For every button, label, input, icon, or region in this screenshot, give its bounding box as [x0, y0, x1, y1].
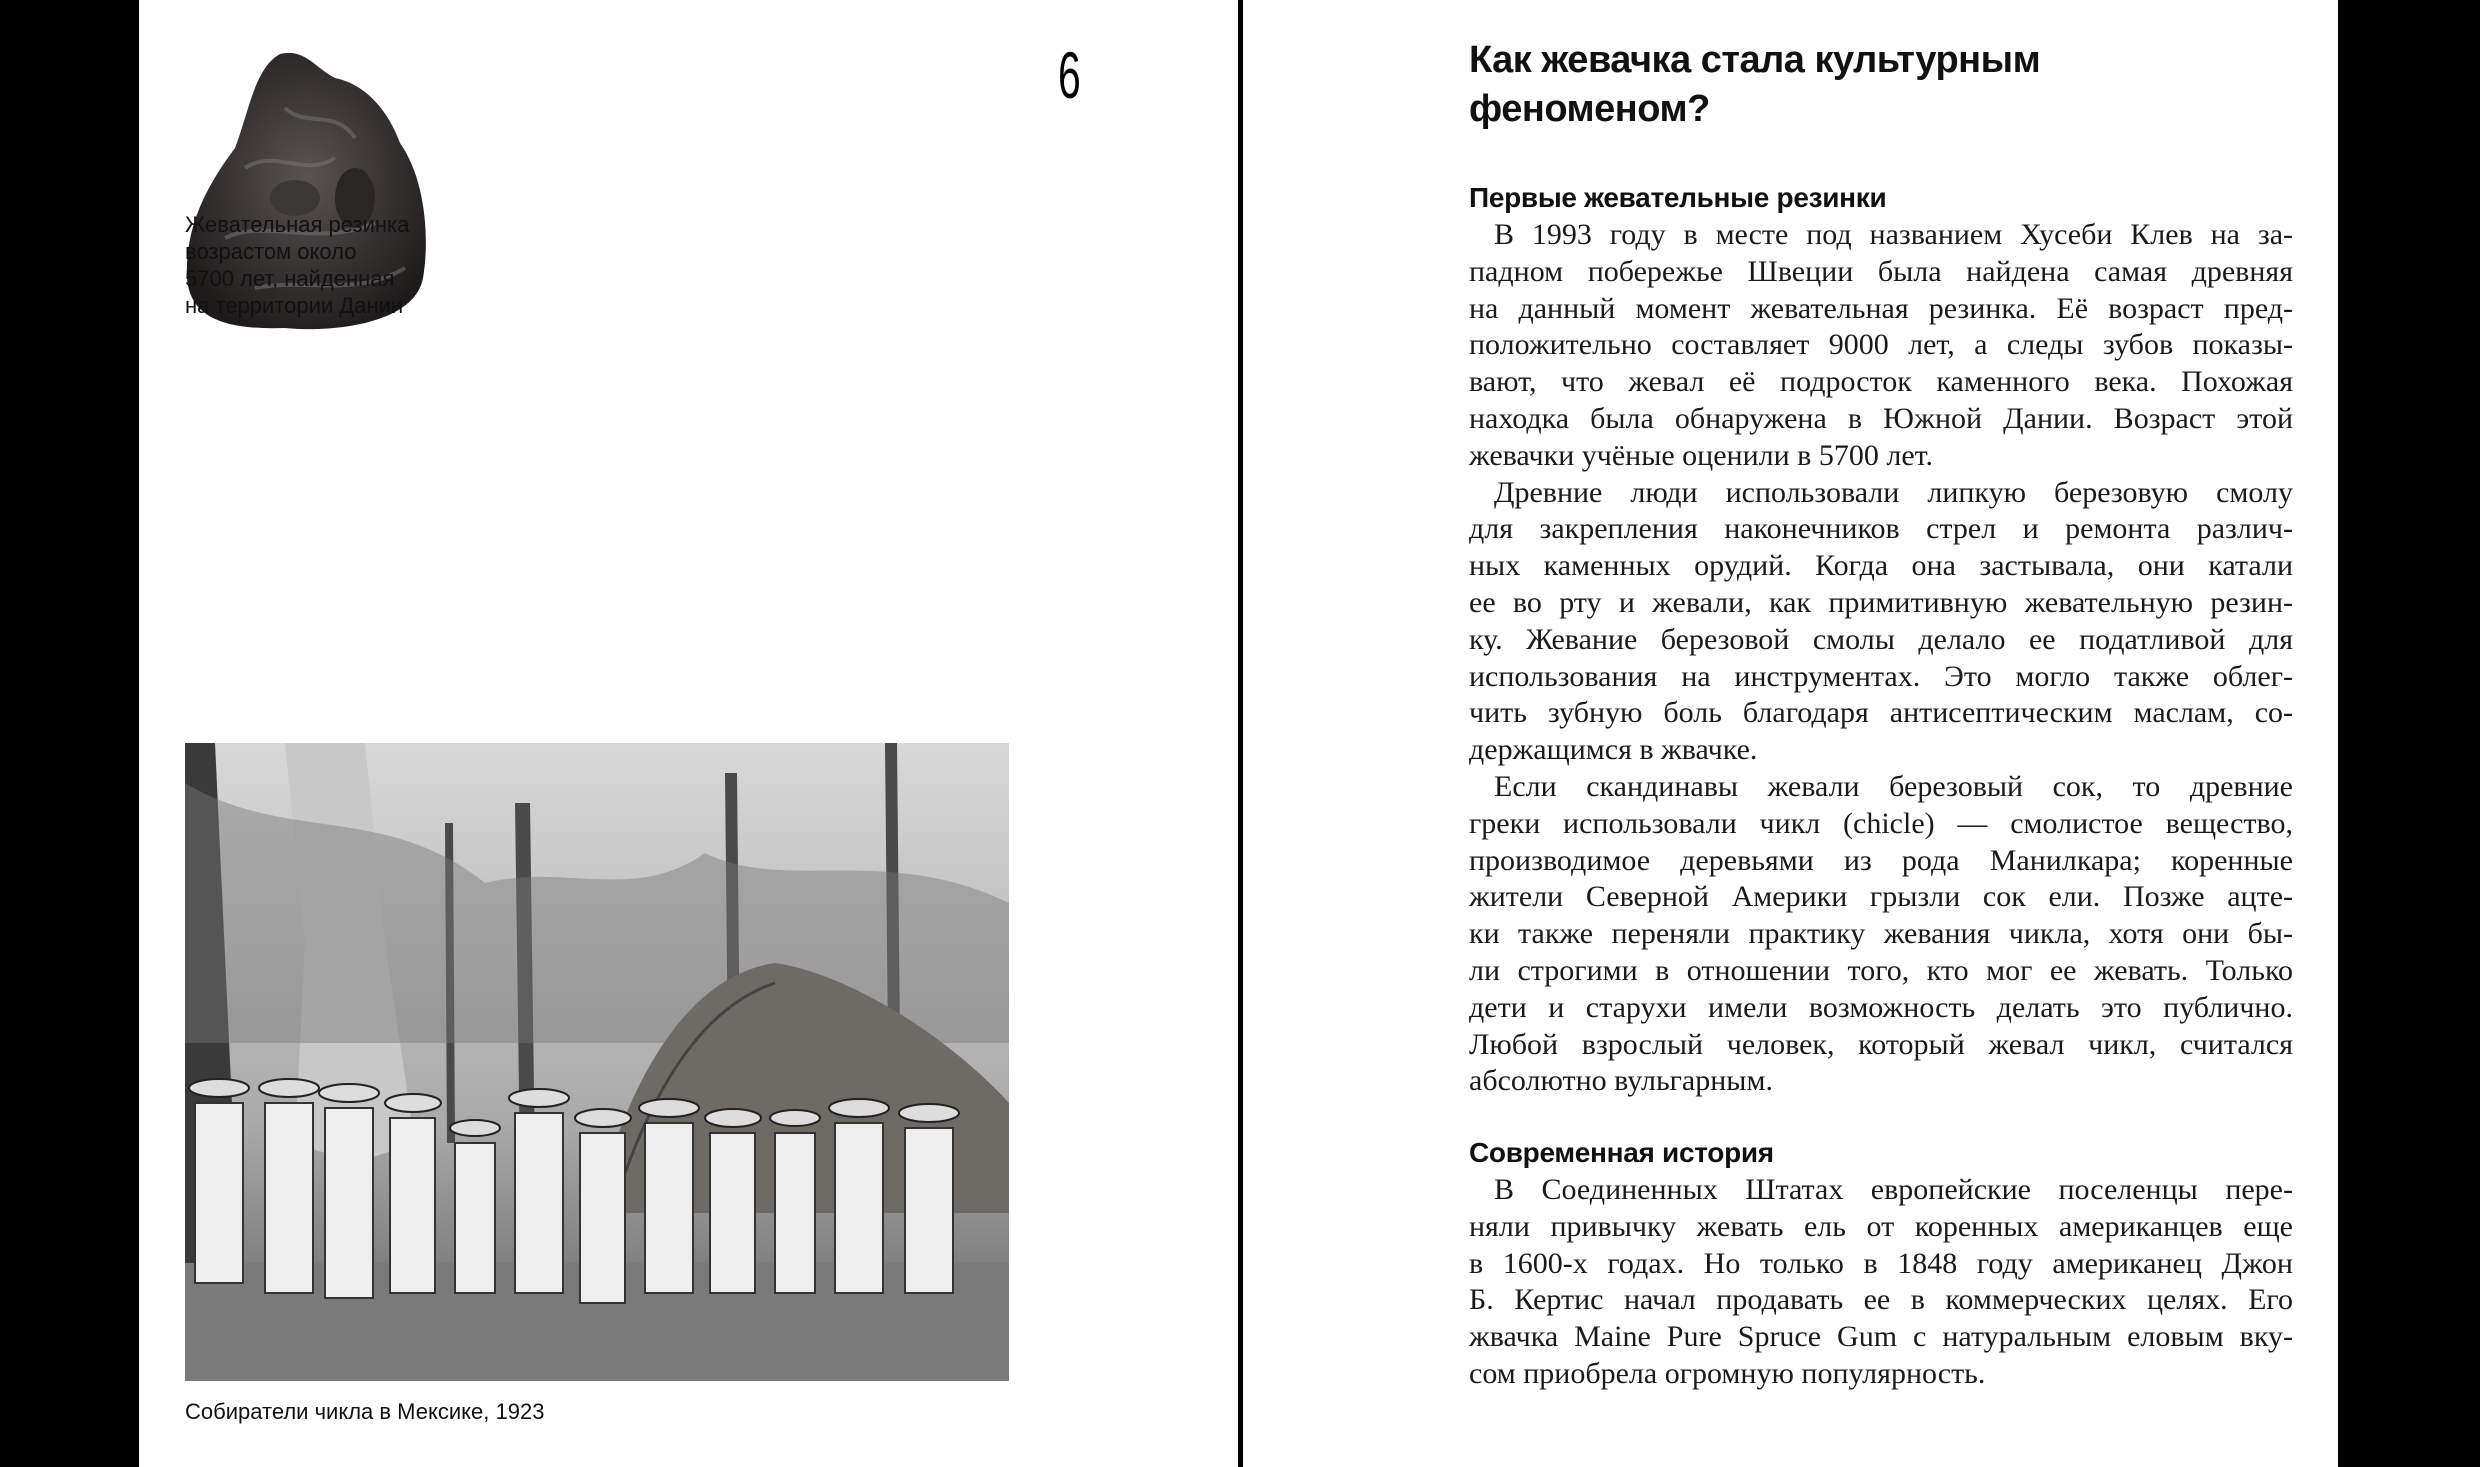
paragraph-line: ее во рту и жевали, как примитивную жевательную резин- [1469, 586, 2293, 619]
paragraph-line: дети и старухи имели возможность делать это публично. [1469, 990, 2293, 1024]
paragraph-line: ку. Жевание березовой смолы делало ее податливой для [1469, 622, 2293, 656]
paragraph-line: вают, что жевал её подросток каменного века. Похожая [1469, 365, 2293, 399]
paragraph-line: няли привычку жевать ель от коренных американцев еще [1469, 1209, 2293, 1243]
left-page [139, 0, 1238, 1467]
section-heading: Современная история [1469, 1137, 1774, 1168]
title-line: феноменом? [1469, 88, 1710, 130]
section-heading: Первые жевательные резинки [1469, 182, 1887, 213]
paragraph-line: жвачка Maine Pure Spruce Gum с натуральным еловым вку- [1469, 1320, 2293, 1354]
gum-caption-line: 5700 лет, найденная [185, 266, 395, 291]
title-line: Как жевачка стала культурным [1469, 39, 2041, 81]
paragraph-line: В Соединенных Штатах европейские поселенцы пере- [1494, 1173, 2293, 1206]
paragraph-line: на данный момент жевательная резинка. Её возраст пред- [1469, 291, 2293, 325]
paragraph-line: находка была обнаружена в Южной Дании. Возраст этой [1469, 402, 2293, 435]
paragraph-line: ли строгими в отношении того, кто мог ее жевать. Только [1469, 954, 2293, 987]
page-number: 6 [1058, 38, 1081, 112]
paragraph-line: падном побережье Швеции была найдена самая древняя [1469, 254, 2293, 288]
chicle-gatherers-photo [185, 743, 1009, 1381]
paragraph-line: ки также переняли практику жевания чикла, хотя они бы- [1469, 917, 2293, 951]
paragraph-line: жители Северной Америки грызли сок ели. Позже ацте- [1469, 880, 2293, 914]
paragraph-line: абсолютно вульгарным. [1469, 1064, 1773, 1098]
gum-caption-line: возрастом около [185, 239, 357, 264]
paragraph-line: Если скандинавы жевали березовый сок, то древние [1494, 770, 2293, 803]
paragraph-line: в 1600-х годах. Но только в 1848 году американец Джон [1469, 1246, 2293, 1280]
paragraph-line: жевачки учёные оценили в 5700 лет. [1469, 438, 1933, 472]
paragraph-line: греки использовали чикл (chicle) — смолистое вещество, [1469, 806, 2293, 840]
paragraph-line: производимое деревьями из рода Манилкара; коренные [1469, 843, 2293, 877]
paragraph-line: Б. Кертис начал продавать ее в коммерческих целях. Его [1469, 1283, 2293, 1317]
paragraph-line: для закрепления наконечников стрел и ремонта различ- [1469, 512, 2293, 546]
paragraph-line: Древние люди использовали липкую березовую смолу [1494, 475, 2293, 509]
paragraph-line: Любой взрослый человек, который жевал чикл, считался [1469, 1027, 2293, 1061]
gum-caption-line: на территории Дании [185, 293, 404, 318]
paragraph-line: сом приобрела огромную популярность. [1469, 1357, 1986, 1390]
gum-caption [185, 211, 409, 319]
photo-caption: Собиратели чикла в Мексике, 1923 [185, 1399, 545, 1424]
right-page [1243, 0, 2338, 1467]
paragraph-line: ных каменных орудий. Когда она застывала, они катали [1469, 549, 2293, 583]
paragraph-line: В 1993 году в месте под названием Хусеби Клев на за- [1494, 218, 2293, 251]
article-title [1469, 36, 2040, 134]
paragraph-line: положительно составляет 9000 лет, а следы зубов показы- [1469, 328, 2293, 362]
gum-caption-line: Жевательная резинка [185, 212, 410, 237]
paragraph-line: чить зубную боль благодаря антисептическим маслам, со- [1469, 696, 2293, 730]
paragraph-line: держащимся в жвачке. [1469, 733, 1758, 767]
paragraph-line: использования на инструментах. Это могло также облег- [1469, 659, 2293, 693]
